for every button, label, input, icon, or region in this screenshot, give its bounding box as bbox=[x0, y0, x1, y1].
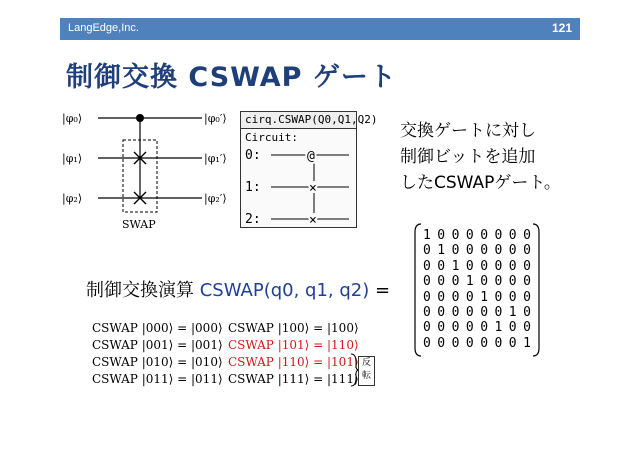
matrix-cell: 0 bbox=[508, 258, 517, 274]
matrix-cell: 0 bbox=[480, 304, 489, 320]
matrix-cell: 0 bbox=[423, 274, 431, 290]
matrix-cell: 0 bbox=[423, 243, 431, 259]
output-0: |φ₀′⟩ bbox=[204, 112, 227, 125]
matrix-cell: 0 bbox=[523, 228, 531, 243]
matrix-cell: 0 bbox=[465, 304, 474, 320]
matrix-cell: 0 bbox=[437, 289, 446, 305]
matrix-cell: 1 bbox=[523, 335, 531, 351]
matrix-cell: 1 bbox=[480, 289, 489, 305]
matrix-cell: 0 bbox=[480, 274, 489, 290]
matrix-cell: 0 bbox=[480, 258, 489, 274]
matrix-cell: 0 bbox=[508, 228, 517, 243]
cirq-header: cirq.CSWAP(Q0,Q1,Q2) bbox=[241, 112, 356, 129]
matrix-cell: 0 bbox=[480, 228, 489, 243]
basis-row: CSWAP |001⟩ = |001⟩ bbox=[92, 338, 223, 352]
header-bar bbox=[60, 18, 580, 40]
matrix-cell: 0 bbox=[437, 228, 446, 243]
matrix-cell: 0 bbox=[508, 335, 517, 351]
equals-sign: = bbox=[375, 280, 391, 301]
cirq-output-box bbox=[240, 111, 378, 228]
cswap-equation bbox=[86, 276, 390, 302]
matrix-cell: 0 bbox=[451, 274, 460, 290]
note-line-3: したCSWAPゲート。 bbox=[400, 173, 561, 193]
matrix-cell: 0 bbox=[494, 304, 503, 320]
matrix-row bbox=[423, 305, 531, 320]
matrix-cell: 0 bbox=[465, 258, 474, 274]
matrix-cell: 0 bbox=[494, 335, 503, 351]
matrix-cell: 0 bbox=[423, 320, 431, 336]
cswap-matrix bbox=[413, 222, 541, 358]
matrix-cell: 1 bbox=[437, 243, 446, 259]
cirq-row-0-symbol: @ bbox=[307, 149, 315, 164]
matrix-cell: 1 bbox=[494, 320, 503, 336]
slide-title: 制御交換 CSWAP ゲート bbox=[66, 62, 397, 93]
matrix-cell: 1 bbox=[465, 274, 474, 290]
basis-table-right bbox=[228, 320, 359, 388]
basis-row-swapped: CSWAP |101⟩ = |110⟩ bbox=[228, 338, 359, 352]
matrix-cell: 0 bbox=[465, 289, 474, 305]
matrix-cell: 0 bbox=[523, 243, 531, 259]
matrix-row bbox=[423, 336, 531, 351]
matrix-cell: 0 bbox=[437, 320, 446, 336]
cirq-row-2-symbol: × bbox=[309, 213, 317, 227]
matrix-cell: 0 bbox=[480, 335, 489, 351]
matrix-cell: 0 bbox=[494, 274, 503, 290]
matrix-cell: 0 bbox=[437, 258, 446, 274]
matrix-cell: 0 bbox=[465, 320, 474, 336]
matrix-cell: 0 bbox=[451, 335, 460, 351]
matrix-cell: 0 bbox=[437, 304, 446, 320]
cirq-row-0-label: 0: bbox=[245, 148, 261, 163]
matrix-cell: 1 bbox=[423, 228, 431, 243]
swap-label: SWAP bbox=[122, 218, 156, 231]
cirq-row-1-label: 1: bbox=[245, 180, 261, 195]
matrix-row bbox=[423, 259, 531, 274]
equation-label: 制御交換演算 bbox=[86, 280, 194, 301]
input-1: |φ₁⟩ bbox=[62, 152, 83, 165]
input-2: |φ₂⟩ bbox=[62, 192, 83, 205]
basis-table-left bbox=[92, 320, 223, 388]
matrix-cell: 0 bbox=[523, 304, 531, 320]
matrix-cell: 0 bbox=[494, 289, 503, 305]
matrix-cell: 0 bbox=[523, 274, 531, 290]
matrix-cell: 0 bbox=[465, 335, 474, 351]
matrix-row bbox=[423, 290, 531, 305]
matrix-row bbox=[423, 228, 531, 243]
matrix-cell: 0 bbox=[508, 243, 517, 259]
matrix-cell: 0 bbox=[437, 274, 446, 290]
matrix-row bbox=[423, 243, 531, 258]
page-number: 121 bbox=[551, 21, 572, 35]
matrix-cell: 0 bbox=[480, 320, 489, 336]
basis-row-swapped: CSWAP |110⟩ = |101⟩ bbox=[228, 355, 359, 369]
explanation-note bbox=[400, 118, 561, 196]
matrix-cell: 0 bbox=[423, 304, 431, 320]
basis-row: CSWAP |011⟩ = |011⟩ bbox=[92, 372, 223, 386]
matrix-cell: 1 bbox=[451, 258, 460, 274]
matrix-cell: 0 bbox=[508, 274, 517, 290]
matrix-cell: 0 bbox=[508, 320, 517, 336]
matrix-cell: 0 bbox=[465, 228, 474, 243]
matrix-cell: 0 bbox=[494, 258, 503, 274]
matrix-cell: 0 bbox=[523, 289, 531, 305]
basis-row: CSWAP |000⟩ = |000⟩ bbox=[92, 321, 223, 335]
matrix-cell: 0 bbox=[494, 228, 503, 243]
matrix-cell: 0 bbox=[423, 289, 431, 305]
basis-row: CSWAP |100⟩ = |100⟩ bbox=[228, 321, 359, 335]
cirq-diagram bbox=[241, 129, 356, 227]
matrix-cell: 0 bbox=[451, 228, 460, 243]
matrix-row bbox=[423, 274, 531, 289]
matrix-cell: 0 bbox=[480, 243, 489, 259]
matrix-cell: 1 bbox=[508, 304, 517, 320]
matrix-cell: 0 bbox=[523, 320, 531, 336]
basis-row: CSWAP |111⟩ = |111⟩ bbox=[228, 372, 359, 386]
matrix-cell: 0 bbox=[451, 304, 460, 320]
matrix-cell: 0 bbox=[451, 320, 460, 336]
flip-label-box bbox=[358, 356, 375, 386]
control-dot bbox=[136, 114, 144, 122]
matrix-cell: 0 bbox=[437, 335, 446, 351]
matrix-cell: 0 bbox=[423, 335, 431, 351]
flip-label-1: 反 bbox=[361, 358, 371, 368]
equation-expression: CSWAP(q0, q1, q2) bbox=[199, 280, 370, 301]
cirq-circuit-label: Circuit: bbox=[245, 131, 298, 144]
cirq-row-2-label: 2: bbox=[245, 212, 261, 227]
output-1: |φ₁′⟩ bbox=[204, 152, 227, 165]
matrix-cell: 0 bbox=[494, 243, 503, 259]
matrix-cell: 0 bbox=[523, 258, 531, 274]
matrix-row bbox=[423, 320, 531, 335]
cirq-row-1-symbol: × bbox=[309, 181, 317, 196]
matrix-cell: 0 bbox=[423, 258, 431, 274]
input-0: |φ₀⟩ bbox=[62, 112, 83, 125]
cswap-circuit-diagram bbox=[60, 100, 240, 240]
output-2: |φ₂′⟩ bbox=[204, 192, 227, 205]
note-line-2: 制御ビットを追加 bbox=[400, 147, 536, 167]
company-name: LangEdge,Inc. bbox=[68, 22, 139, 34]
matrix-cell: 0 bbox=[451, 243, 460, 259]
note-line-1: 交換ゲートに対し bbox=[400, 121, 536, 141]
matrix-cell: 0 bbox=[465, 243, 474, 259]
flip-label-2: 転 bbox=[361, 371, 371, 381]
matrix-cell: 0 bbox=[508, 289, 517, 305]
matrix-cell: 0 bbox=[451, 289, 460, 305]
basis-row: CSWAP |010⟩ = |010⟩ bbox=[92, 355, 223, 369]
